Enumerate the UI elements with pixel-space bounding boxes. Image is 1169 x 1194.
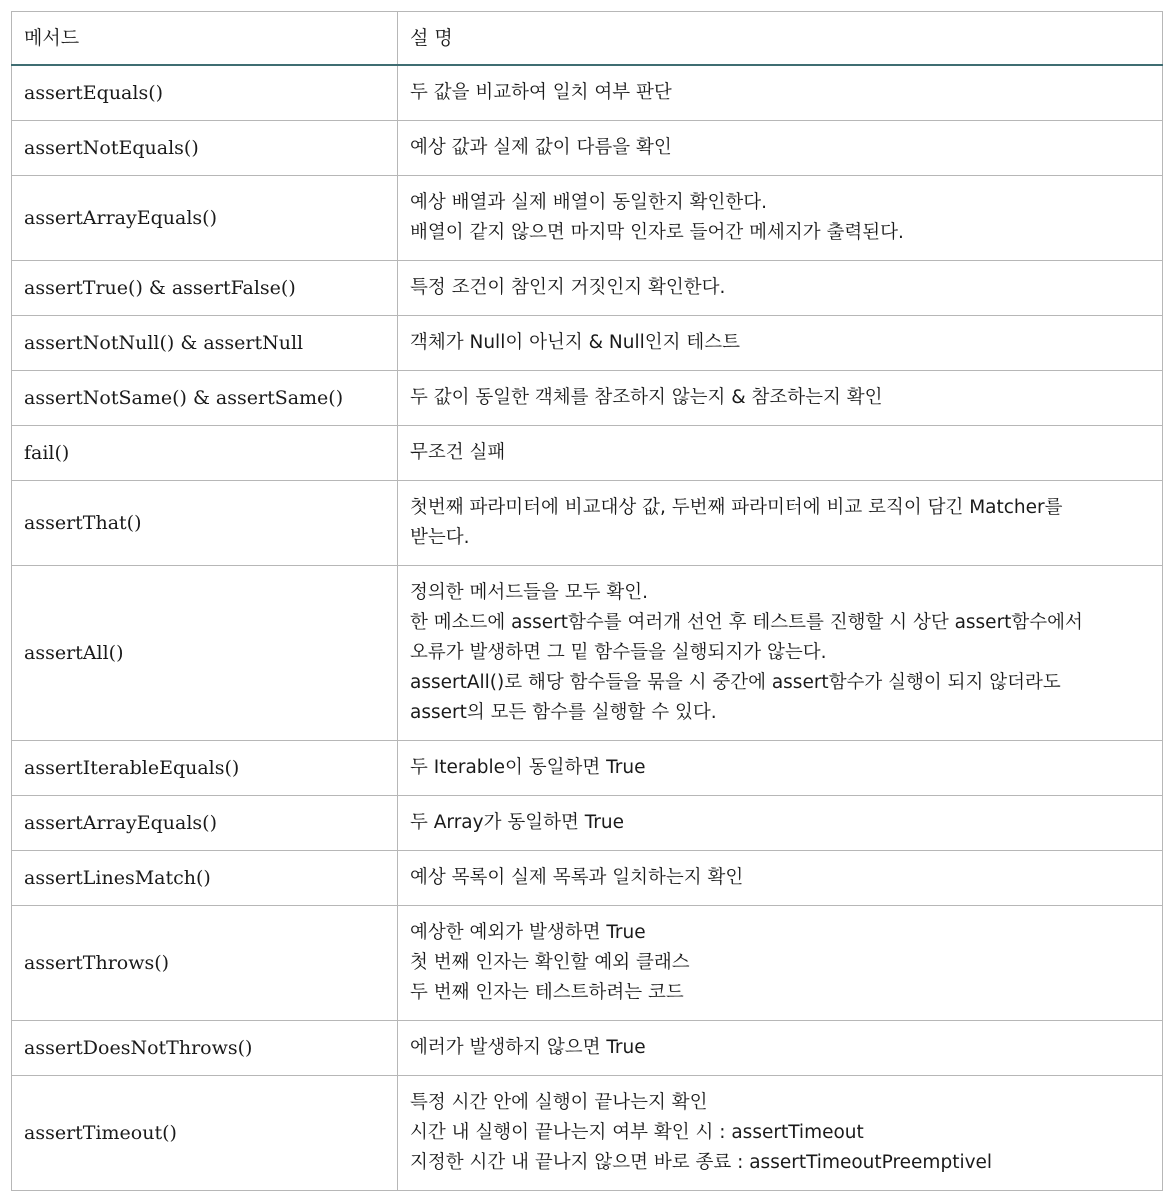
- description-line: 무조건 실패: [410, 441, 506, 463]
- assert-methods-table-container: [11, 11, 1162, 1191]
- method-description: [398, 260, 1163, 315]
- table-header-row: [12, 12, 1163, 66]
- method-description: [398, 850, 1163, 905]
- description-line: 오류가 발생하면 그 밑 함수들을 실행되지가 않는다.: [410, 641, 827, 663]
- table-row: [12, 565, 1163, 740]
- method-description: [398, 740, 1163, 795]
- description-line: 특정 조건이 참인지 거짓인지 확인한다.: [410, 276, 726, 298]
- table-body: [12, 65, 1163, 1190]
- description-line: assert의 모든 함수를 실행할 수 있다.: [410, 701, 717, 723]
- table-row: [12, 480, 1163, 565]
- table-row: [12, 260, 1163, 315]
- method-name: assertTimeout(): [12, 1075, 398, 1190]
- description-line: 예상 목록이 실제 목록과 일치하는지 확인: [410, 866, 744, 888]
- table-row: [12, 175, 1163, 260]
- method-name: fail(): [12, 425, 398, 480]
- method-name: assertArrayEquals(): [12, 795, 398, 850]
- method-description: [398, 565, 1163, 740]
- method-description: [398, 370, 1163, 425]
- method-description: [398, 315, 1163, 370]
- description-line: 첫 번째 인자는 확인할 예외 클래스: [410, 951, 690, 973]
- method-description: [398, 425, 1163, 480]
- table-row: [12, 65, 1163, 120]
- description-line: 예상한 예외가 발생하면 True: [410, 921, 646, 943]
- description-line: assertAll()로 해당 함수들을 묶을 시 중간에 assert함수가 실행이 되지 않더라도: [410, 671, 1061, 693]
- method-name: assertNotEquals(): [12, 120, 398, 175]
- method-name: assertEquals(): [12, 65, 398, 120]
- description-line: 에러가 발생하지 않으면 True: [410, 1036, 646, 1058]
- description-line: 배열이 같지 않으면 마지막 인자로 들어간 메세지가 출력된다.: [410, 221, 904, 243]
- description-line: 한 메소드에 assert함수를 여러개 선언 후 테스트를 진행할 시 상단 assert함수에서: [410, 611, 1083, 633]
- method-name: assertThat(): [12, 480, 398, 565]
- description-line: 두 번째 인자는 테스트하려는 코드: [410, 981, 684, 1003]
- method-description: [398, 795, 1163, 850]
- table-row: [12, 740, 1163, 795]
- method-name: assertAll(): [12, 565, 398, 740]
- method-name: assertLinesMatch(): [12, 850, 398, 905]
- header-method: 메서드: [12, 12, 398, 66]
- description-line: 두 Iterable이 동일하면 True: [410, 756, 646, 778]
- description-line: 예상 값과 실제 값이 다름을 확인: [410, 136, 672, 158]
- method-description: [398, 65, 1163, 120]
- method-name: assertTrue() & assertFalse(): [12, 260, 398, 315]
- method-description: [398, 480, 1163, 565]
- description-line: 특정 시간 안에 실행이 끝나는지 확인: [410, 1091, 708, 1113]
- table-row: [12, 1020, 1163, 1075]
- description-line: 정의한 메서드들을 모두 확인.: [410, 581, 648, 603]
- assert-methods-table: [11, 11, 1163, 1191]
- method-name: assertDoesNotThrows(): [12, 1020, 398, 1075]
- description-line: 객체가 Null이 아닌지 & Null인지 테스트: [410, 331, 740, 353]
- method-description: [398, 1020, 1163, 1075]
- table-row: [12, 1075, 1163, 1190]
- description-line: 지정한 시간 내 끝나지 않으면 바로 종료 : assertTimeoutPreemptivel: [410, 1151, 993, 1173]
- table-row: [12, 315, 1163, 370]
- table-row: [12, 120, 1163, 175]
- table-row: [12, 370, 1163, 425]
- table-row: [12, 905, 1163, 1020]
- method-name: assertNotNull() & assertNull: [12, 315, 398, 370]
- method-name: assertThrows(): [12, 905, 398, 1020]
- description-line: 시간 내 실행이 끝나는지 여부 확인 시 : assertTimeout: [410, 1121, 864, 1143]
- method-name: assertIterableEquals(): [12, 740, 398, 795]
- description-line: 두 값이 동일한 객체를 참조하지 않는지 & 참조하는지 확인: [410, 386, 883, 408]
- method-description: [398, 905, 1163, 1020]
- description-line: 두 값을 비교하여 일치 여부 판단: [410, 81, 672, 103]
- description-line: 첫번째 파라미터에 비교대상 값, 두번째 파라미터에 비교 로직이 담긴 Matcher를: [410, 496, 1063, 518]
- method-name: assertArrayEquals(): [12, 175, 398, 260]
- table-row: [12, 795, 1163, 850]
- method-description: [398, 1075, 1163, 1190]
- method-name: assertNotSame() & assertSame(): [12, 370, 398, 425]
- description-line: 받는다.: [410, 526, 470, 548]
- method-description: [398, 175, 1163, 260]
- table-row: [12, 425, 1163, 480]
- header-description: 설 명: [398, 12, 1163, 66]
- description-line: 예상 배열과 실제 배열이 동일한지 확인한다.: [410, 191, 767, 213]
- table-row: [12, 850, 1163, 905]
- description-line: 두 Array가 동일하면 True: [410, 811, 624, 833]
- method-description: [398, 120, 1163, 175]
